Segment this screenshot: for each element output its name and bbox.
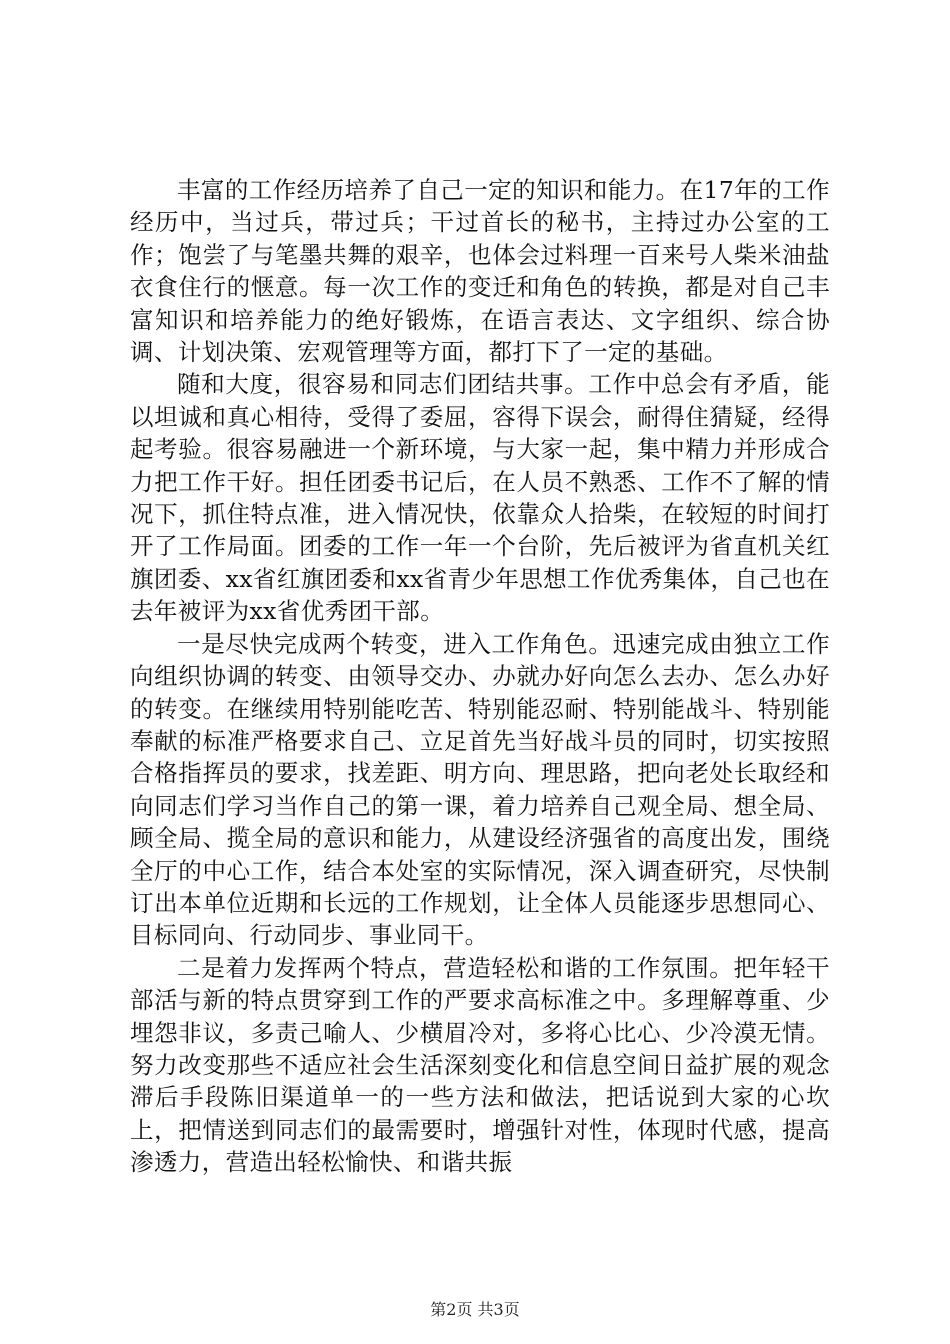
paragraph-first-goal: 一是尽快完成两个转变，进入工作角色。迅速完成由独立工作向组织协调的转变、由领导交办、办就办好向怎么去办、怎么办好的转变。在继续用特别能吃苦、特别能忍耐、特别能战斗、特别能奉献的标准严格要求自己、立足首先当好战斗员的同时，切实按照合格指挥员的要求，找差距、明方向、理思路，把向老处长取经和向同志们学习当作自己的第一课，着力培养自己观全局、想全局、顾全局、揽全局的意识和能力，从建设经济强省的高度出发，围绕全厅的中心工作，结合本处室的实际情况，深入调查研究，尽快制订出本单位近期和长远的工作规划，让全体人员能逐步思想同心、目标同向、行动同步、事业同干。 [130, 629, 830, 950]
paragraph-second-goal: 二是着力发挥两个特点，营造轻松和谐的工作氛围。把年轻干部活与新的特点贯穿到工作的严要求高标准之中。多理解尊重、少埋怨非议，多责己喻人、少横眉冷对，多将心比心、少冷漠无情。努力改变那些不适应社会生活深刻变化和信息空间日益扩展的观念滞后手段陈旧渠道单一的一些方法和做法，把话说到大家的心坎上，把情送到同志们的最需要时，增强针对性，体现时代感，提高渗透力，营造出轻松愉快、和谐共振 [130, 953, 830, 1177]
paragraph-teamwork: 随和大度，很容易和同志们团结共事。工作中总会有矛盾，能以坦诚和真心相待，受得了委屈，容得下误会，耐得住猜疑，经得起考验。很容易融进一个新环境，与大家一起，集中精力并形成合力把工作干好。担任团委书记后，在人员不熟悉、工作不了解的情况下，抓住特点准，进入情况快，依靠众人拾柴，在较短的时间打开了工作局面。团委的工作一年一个台阶，先后被评为省直机关红旗团委、xx省红旗团委和xx省青少年思想工作优秀集体，自己也在去年被评为xx省优秀团干部。 [130, 370, 830, 626]
paragraph-experience: 丰富的工作经历培养了自己一定的知识和能力。在17年的工作经历中，当过兵，带过兵；干过首长的秘书，主持过办公室的工作；饱尝了与笔墨共舞的艰辛，也体会过料理一百来号人柴米油盐衣食住行的惬意。每一次工作的变迁和角色的转换，都是对自己丰富知识和培养能力的绝好锻炼，在语言表达、文字组织、综合协调、计划决策、宏观管理等方面，都打下了一定的基础。 [130, 176, 830, 367]
document-body [130, 174, 830, 1179]
page-footer: 第2页 共3页 [430, 1300, 520, 1319]
